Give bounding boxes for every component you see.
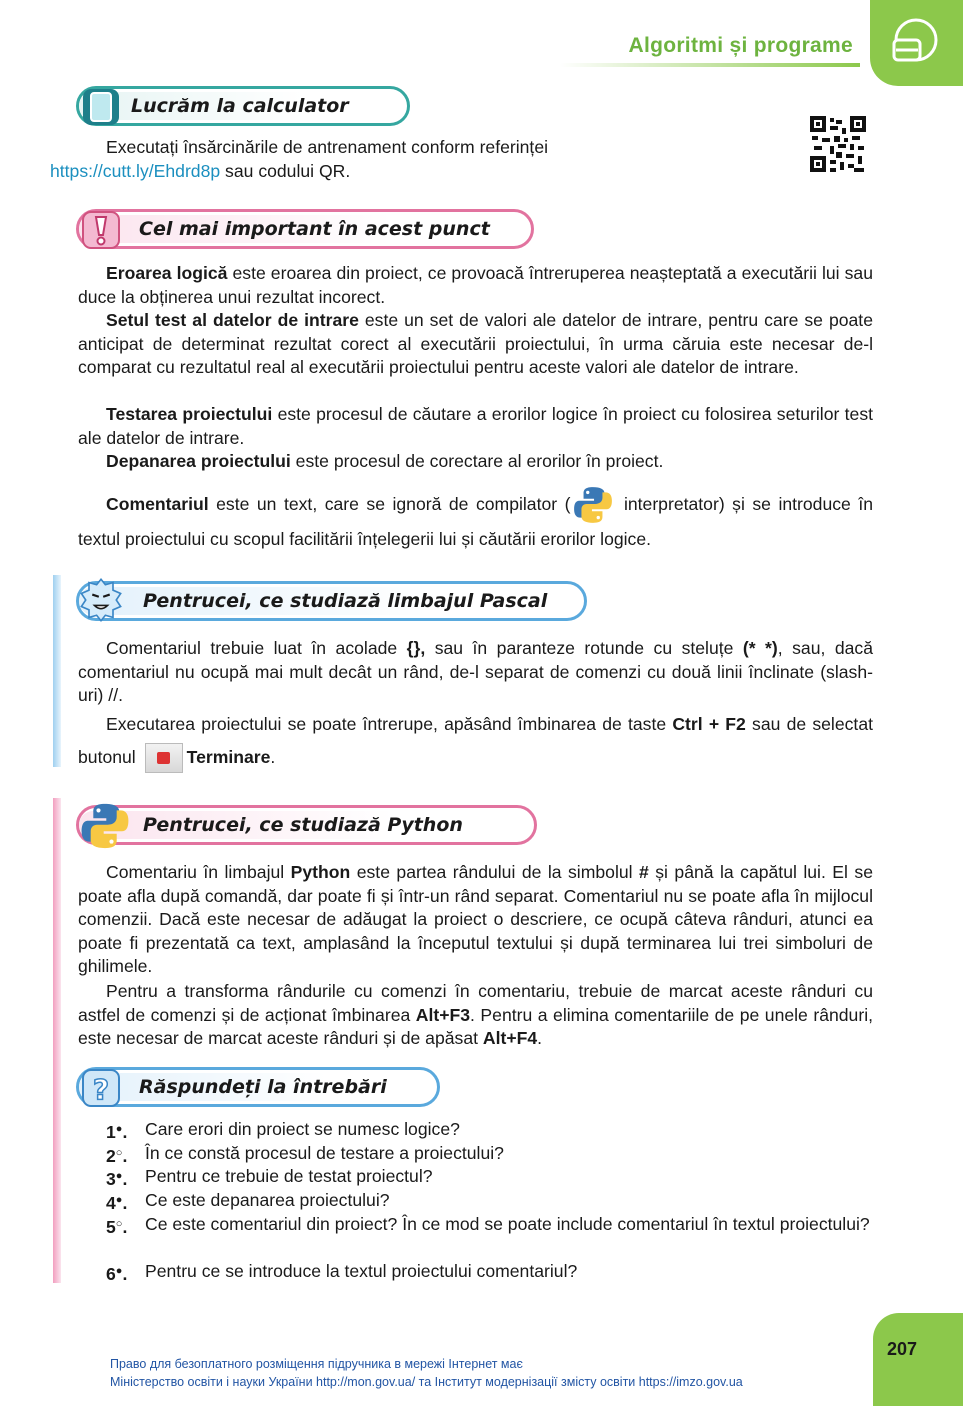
question-item: 2○. În ce constă procesul de testare a proiectului? — [106, 1143, 504, 1166]
page-number: 207 — [887, 1339, 918, 1359]
section-title: Pentrucei, ce studiază Python — [143, 814, 463, 836]
python-logo-icon — [572, 484, 614, 526]
python-logo-icon — [79, 800, 131, 852]
definition-test-set: Setul test al datelor de intrare este un set de valori ale datelor de intrare, pentru care se poate anticipat de determinat rezultat corect al executării proiectului, în urma căruia este necesar de-l comparat cu rezultatul real al executării proiectului pentru aceste valori ale datelor de intrare. — [78, 310, 873, 377]
section-title: Lucrăm la calculator — [131, 95, 349, 117]
qr-code-icon — [810, 116, 866, 172]
monitor-icon — [81, 87, 121, 127]
definition-comment: Comentariul este un text, care se ignoră de compilator ( interpretator) și se introduce în textul proiectului cu scopul facilitării înțelegerii lui și căutării erorilor logice. — [78, 487, 873, 557]
python-comment-shortcuts: Pentru a transforma rândurile cu comenzi în comentariu, trebuie de marcat aceste rânduri cu astfel de comenzi și de acționat îmbinarea Alt+F3. Pentru a elimina comentariile de pe unele rânduri, este necesar de marcat aceste rânduri și de apăsat Alt+F4. — [78, 981, 873, 1048]
question-item: 1●. Care erori din proiect se numesc logice? — [106, 1119, 460, 1142]
pascal-comment-rules: Comentariul trebuie luat în acolade {}, sau în paranteze rotunde cu steluțe (* *), sau, dacă comentariul nu ocupă mai mult decât un rând, de-l separat de comenzi cu două linii înclinate (slash-uri) //. — [78, 638, 873, 705]
section-banner-questions — [76, 1067, 440, 1107]
chapter-title: Algoritmi și programe — [628, 34, 853, 57]
calculator-instructions: Executați însărcinările de antrenament conform referinței https://cutt.ly/Ehdrd8p sau codului QR. — [50, 137, 549, 181]
page-number-tab — [873, 1313, 963, 1406]
pascal-sidebar — [53, 575, 61, 767]
section-banner-important — [76, 209, 534, 249]
question-icon — [81, 1068, 121, 1108]
section-title: Pentrucei, ce studiază limbajul Pascal — [143, 590, 548, 612]
section-title: Răspundeți la întrebări — [139, 1076, 387, 1098]
exclamation-icon — [81, 210, 121, 250]
section-banner-calculator — [76, 86, 410, 126]
pascal-interrupt: Executarea proiectului se poate întrerupe, apăsând îmbinarea de taste Ctrl + F2 sau de selectat butonul Terminare. — [78, 708, 873, 774]
question-item: 4●. Ce este depanarea proiectului? — [106, 1190, 390, 1213]
header-rule — [560, 63, 860, 67]
question-item: 5○. Ce este comentariul din proiect? În ce mod se poate include comentariul în textul proiectului? — [106, 1214, 870, 1237]
pascal-mascot-icon — [75, 576, 127, 624]
section-title: Cel mai important în acest punct — [139, 218, 490, 240]
question-item: 6●. Pentru ce se introduce la textul proiectului comentariul? — [106, 1261, 578, 1284]
chapter-tab — [870, 0, 963, 86]
section-banner-pascal — [76, 581, 587, 621]
training-link[interactable]: https://cutt.ly/Ehdrd8p — [50, 160, 221, 181]
definition-logic-error: Eroarea logică este eroarea din proiect, ce provoacă întreruperea neașteptată a executării lui sau duce la obținerea unui rezultat incorect. — [78, 263, 873, 307]
python-sidebar — [53, 798, 61, 1283]
definition-testing: Testarea proiectului este procesul de căutare a erorilor logice în proiect cu folosirea seturilor test ale datelor de intrare. — [78, 404, 873, 448]
footer-license: Право для безоплатного розміщення підручника в мережі Інтернет має Міністерство освіти і науки України http://mon.gov.ua/ та Інститут модернізації змісту освіти https://imzo.gov.ua — [110, 1357, 743, 1389]
chapter-icon — [888, 16, 940, 68]
definition-debugging: Depanarea proiectului este procesul de corectare al erorilor în proiect. — [106, 451, 664, 471]
section-banner-python — [76, 805, 537, 845]
stop-button-icon — [145, 743, 183, 773]
question-item: 3●. Pentru ce trebuie de testat proiectul? — [106, 1166, 433, 1189]
svg-text:?: ? — [92, 1073, 110, 1106]
python-comment-rules: Comentariu în limbajul Python este partea rândului de la simbolul # și până la capătul lui. El se poate afla după comandă, dar poate fi și într-un rând separat. Comentariul nu se poate afla în mijlocul comenzii. Dacă este necesar de adăugat la proiect o descriere, ce ocupă câteva rânduri, atunci ea poate fi prezentată ca text, amplasând la începutul textului și după terminarea lui trei simboluri de ghilimele. — [78, 862, 873, 976]
